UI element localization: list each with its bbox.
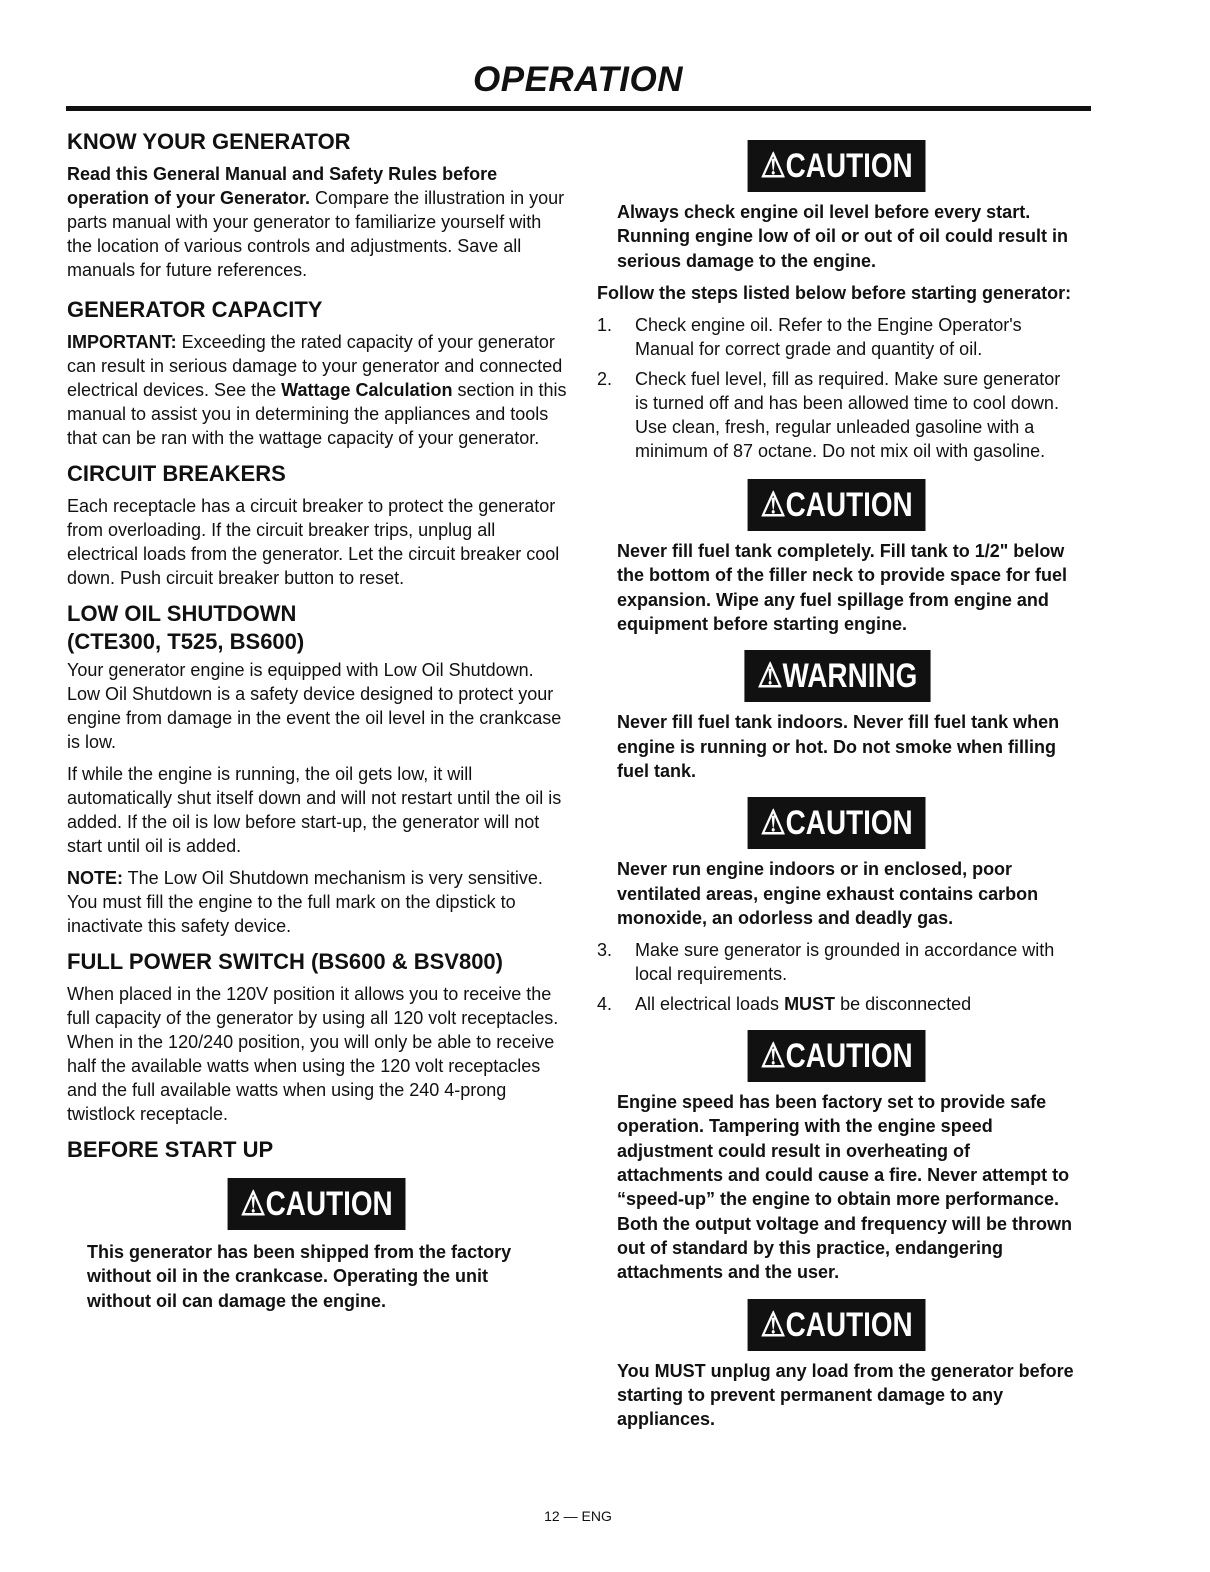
caution-banner: ⚠CAUTION — [748, 1299, 926, 1351]
caution-banner: ⚠CAUTION — [228, 1178, 406, 1230]
wattage-calculation-ref: Wattage Calculation — [281, 380, 453, 400]
breakers-paragraph: Each receptacle has a circuit breaker to protect the generator from overloading. If the circuit breaker trips, unplug all electrical loads from the generator. Let the circuit breaker cool down. Push circuit breaker button to reset. — [67, 496, 560, 588]
caution-banner-wrap — [597, 140, 1077, 192]
note-label: NOTE: — [67, 868, 123, 888]
page-footer: 12 — ENG — [544, 1508, 612, 1524]
step-text: Make sure generator is grounded in accordance with local requirements. — [635, 940, 1055, 985]
step-1 — [597, 313, 1077, 361]
know-bold-lead: Read this General Manual and Safety Rules before operation of your Generator. — [67, 164, 498, 208]
fullpower-heading: FULL POWER SWITCH (BS600 & BSV800) — [67, 949, 503, 974]
caution-banner: ⚠CAUTION — [748, 1030, 926, 1082]
caution-banner-wrap — [597, 1030, 1077, 1082]
beforestart-caution-text: This generator has been shipped from the factory without oil in the crankcase. Operating the unit without oil can damage the engine. — [87, 1242, 512, 1311]
step-text: be disconnected — [835, 994, 972, 1015]
warning-banner: ⚠WARNING — [744, 650, 930, 702]
title-rule — [66, 106, 1091, 111]
capacity-paragraph — [67, 330, 567, 450]
before-start-up-section — [67, 1136, 567, 1313]
step-number: 2. — [597, 369, 613, 390]
fuel-tank-caution-text: Never fill fuel tank completely. Fill tank to 1/2" below the bottom of the filler neck to provide space for fuel expansion. Wipe any fuel spillage from engine and equipment before starting engine. — [617, 541, 1068, 635]
caution-banner-wrap — [597, 479, 1077, 531]
step-text-emphasis: MUST — [784, 994, 836, 1015]
note-text: The Low Oil Shutdown mechanism is very sensitive. You must fill the engine to the full mark on the dipstick to inactivate this safety device. — [67, 868, 543, 936]
page-title: OPERATION — [473, 60, 683, 99]
step-text: All electrical loads — [635, 994, 785, 1015]
steps-list — [597, 313, 1077, 463]
oil-check-caution-text: Always check engine oil level before every start. Running engine low of oil or out of oil could result in serious damage to the engine. — [617, 202, 1068, 271]
beforestart-heading: BEFORE START UP — [67, 1137, 274, 1162]
know-heading: KNOW YOUR GENERATOR — [67, 129, 351, 154]
steps-list-continued — [597, 938, 1077, 1016]
lowoil-note — [67, 866, 567, 938]
lowoil-paragraph-2: If while the engine is running, the oil gets low, it will automatically shut itself down and will not restart until the oil is added. If the oil is low before start-up, the generator will not start until oil is added. — [67, 764, 562, 856]
step-number: 4. — [597, 994, 613, 1015]
lowoil-heading — [67, 600, 567, 656]
engine-speed-caution-text: Engine speed has been factory set to provide safe operation. Tampering with the engine speed adjustment could result in overheating of attachments and could cause a fire. Never attempt to “speed-up” the engine to obtain more performance. Both the output voltage and frequency will be thrown out of standard by this practice, endangering attachments and the user. — [617, 1092, 1073, 1283]
step-2 — [597, 367, 1077, 463]
caution-banner: ⚠CAUTION — [748, 479, 926, 531]
capacity-heading: GENERATOR CAPACITY — [67, 297, 323, 322]
warning-banner-wrap — [597, 650, 1077, 702]
step-number: 3. — [597, 940, 613, 961]
step-number: 1. — [597, 315, 613, 336]
right-column — [597, 128, 1077, 1439]
step-3 — [597, 938, 1077, 986]
caution-banner: ⚠CAUTION — [748, 140, 926, 192]
exhaust-caution-text: Never run engine indoors or in enclosed, poor ventilated areas, engine exhaust contains carbon monoxide, an odorless and deadly gas. — [617, 859, 1039, 928]
left-column — [67, 128, 567, 1321]
caution-banner-wrap — [597, 797, 1077, 849]
step-4 — [597, 992, 1077, 1016]
step-text: Check fuel level, fill as required. Make sure generator is turned off and has been allowed time to cool down. Use clean, fresh, regular unleaded gasoline with a minimum of 87 octane. Do not mix oil with gasoline. — [635, 369, 1061, 462]
breakers-heading: CIRCUIT BREAKERS — [67, 461, 286, 486]
know-your-generator-section — [67, 128, 567, 282]
full-power-switch-section — [67, 948, 567, 1126]
lowoil-heading-line2: (CTE300, T525, BS600) — [67, 629, 305, 654]
circuit-breakers-section — [67, 460, 567, 590]
lowoil-paragraph-1: Your generator engine is equipped with Low Oil Shutdown. Low Oil Shutdown is a safety device designed to protect your engine from damage in the event the oil level in the crankcase is low. — [67, 660, 562, 752]
low-oil-shutdown-section — [67, 600, 567, 938]
know-text: Compare the illustration in your parts manual with your generator to familiarize yourself with the location of various controls and adjustments. Save all manuals for future references. — [67, 188, 565, 280]
follow-steps-text: Follow the steps listed below before starting generator: — [597, 282, 1072, 303]
caution-banner-wrap — [67, 1178, 567, 1230]
capacity-text-1: Exceeding the rated capacity of your generator can result in serious damage to your generator and connected electrical devices. See the — [67, 332, 563, 400]
know-paragraph — [67, 162, 567, 282]
fuel-indoors-warning-text: Never fill fuel tank indoors. Never fill fuel tank when engine is running or hot. Do not smoke when filling fuel tank. — [617, 712, 1060, 781]
lowoil-heading-line1: LOW OIL SHUTDOWN — [67, 601, 297, 626]
capacity-important-label: IMPORTANT: — [67, 332, 177, 352]
step-text: Check engine oil. Refer to the Engine Operator's Manual for correct grade and quantity of oil. — [635, 315, 1022, 360]
caution-banner: ⚠CAUTION — [748, 797, 926, 849]
unplug-load-caution-text: You MUST unplug any load from the generator before starting to prevent permanent damage to any appliances. — [617, 1360, 1074, 1430]
caution-banner-wrap — [597, 1299, 1077, 1351]
fullpower-paragraph: When placed in the 120V position it allows you to receive the full capacity of the generator by using all 120 volt receptacles. When in the 120/240 position, you will only be able to receive half the available watts when using the 120 volt receptacles and the full available watts when using the 240 4-prong twistlock receptacle. — [67, 984, 559, 1124]
generator-capacity-section — [67, 296, 567, 450]
capacity-text-2: section in this manual to assist you in determining the appliances and tools that can be ran with the wattage capacity of your generator. — [67, 380, 567, 448]
